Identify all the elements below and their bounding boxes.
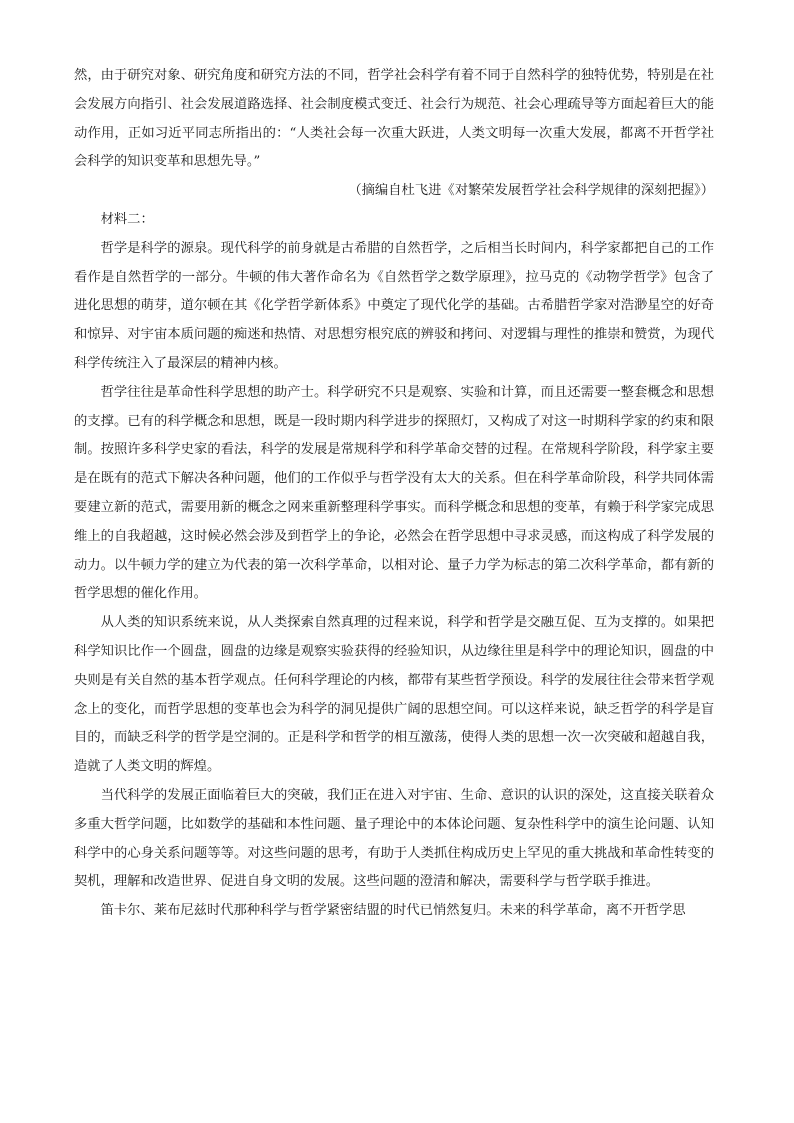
body-paragraph: 当代科学的发展正面临着巨大的突破，我们正在进入对宇宙、生命、意识的认识的深处，这直接关联着众多重大哲学问题，比如数学的基础和本性问题、量子理论中的本体论问题、复杂性科学中的演生论问题、认知科学中的心身关系问题等等。对这些问题的思考，有助于人类抓住构成历史上罕见的重大挑战和革命性转变的契机，理解和改造世界、促进自身文明的发展。这些问题的澄清和解决，需要科学与哲学联手推进。 bbox=[74, 787, 714, 890]
body-paragraph: 笛卡尔、莱布尼兹时代那种科学与哲学紧密结盟的时代已悄然复归。未来的科学革命，离不开哲学思 bbox=[100, 903, 686, 919]
intro-paragraph: 然，由于研究对象、研究角度和研究方法的不同，哲学社会科学有着不同于自然科学的独特优势，特别是在社会发展方向指引、社会发展道路选择、社会制度模式变迁、社会行为规范、社会心理疏导等方面起着巨大的能动作用，正如习近平同志所指出的：“人类社会每一次重大跃进，人类文明每一次重大发展，都离不开哲学社会科学的知识变革和思想先导。” bbox=[74, 68, 714, 170]
body-paragraph: 从人类的知识系统来说，从人类探索自然真理的过程来说，科学和哲学是交融互促、互为支撑的。如果把科学知识比作一个圆盘，圆盘的边缘是观察实验获得的经验知识，从边缘往里是科学中的理论知识，圆盘的中央则是有关自然的基本哲学观点。任何科学理论的内核，都带有某些哲学预设。科学的发展往往会带来哲学观念上的变化，而哲学思想的变革也会为科学的洞见提供广阔的思想空间。可以这样来说，缺乏哲学的科学是盲目的，而缺乏科学的哲学是空洞的。正是科学和哲学的相互激荡，使得人类的思想一次一次突破和超越自我，造就了人类文明的辉煌。 bbox=[74, 615, 714, 775]
body-paragraph: 哲学是科学的源泉。现代科学的前身就是古希腊的自然哲学，之后相当长时间内，科学家都把自己的工作看作是自然哲学的一部分。牛顿的伟大著作命名为《自然哲学之数学原理》，拉马克的《动物学哲学》包含了进化思想的萌芽，道尔顿在其《化学哲学新体系》中奠定了现代化学的基础。古希腊哲学家对浩渺星空的好奇和惊异、对宇宙本质问题的痴迷和热情、对思想穷根究底的辨驳和拷问、对逻辑与理性的推崇和赞赏，为现代科学传统注入了最深层的精神内核。 bbox=[74, 240, 714, 371]
material-two-heading: 材料二： bbox=[100, 211, 154, 227]
body-paragraph: 哲学往往是革命性科学思想的助产士。科学研究不只是观察、实验和计算，而且还需要一整套概念和思想的支撑。已有的科学概念和思想，既是一段时期内科学进步的探照灯，又构成了对这一时期科学家的约束和限制。按照许多科学史家的看法，科学的发展是常规科学和科学革命交替的过程。在常规科学阶段，科学家主要是在既有的范式下解决各种问题，他们的工作似乎与哲学没有太大的关系。但在科学革命阶段，科学共同体需要建立新的范式，需要用新的概念之网来重新整理科学事实。而科学概念和思想的变革，有赖于科学家完成思维上的自我超越，这时候必然会涉及到哲学上的争论，必然会在哲学思想中寻求灵感，而这构成了科学发展的动力。以牛顿力学的建立为代表的第一次科学革命，以相对论、量子力学为标志的第二次科学革命，都有新的哲学思想的催化作用。 bbox=[74, 384, 714, 602]
source-note: （摘编自杜飞进《对繁荣发展哲学社会科学规律的深刻把握》） bbox=[348, 183, 714, 199]
document-page bbox=[74, 62, 714, 926]
